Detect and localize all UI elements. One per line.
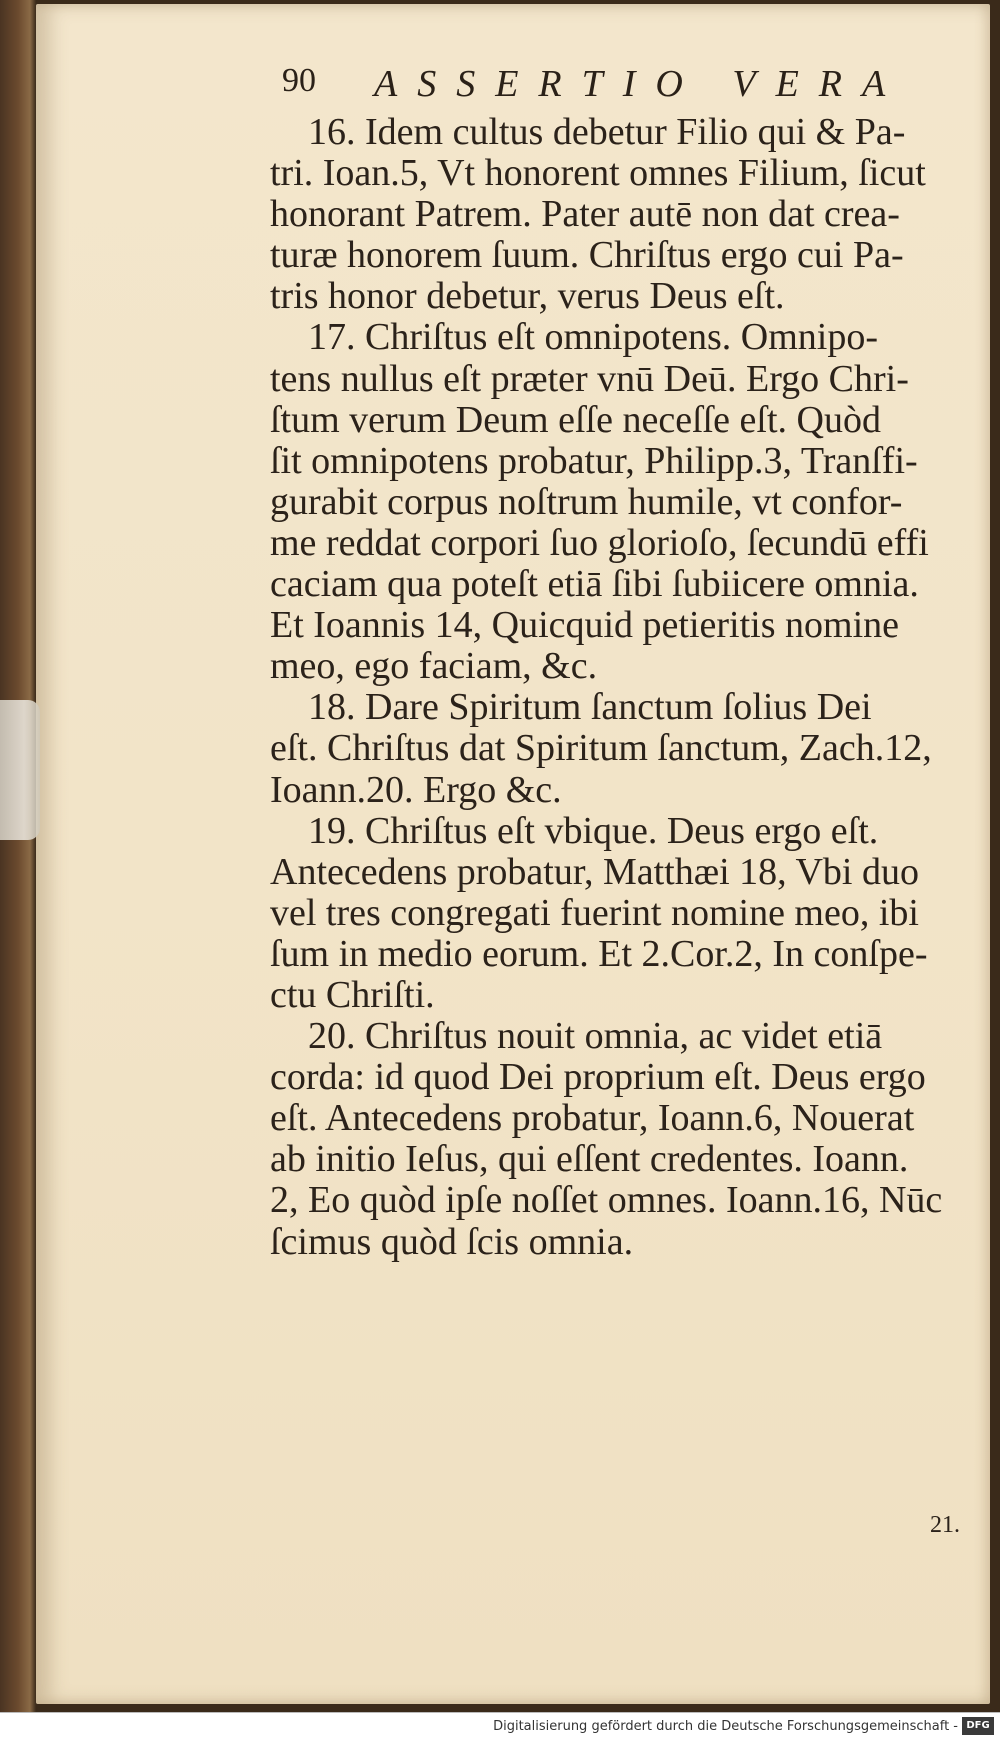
text-line: gurabit corpus noſtrum humile, vt confor-: [270, 480, 903, 523]
text-line: 20. Chriſtus nouit omnia, ac videt etiā: [270, 1015, 883, 1058]
text-line: Antecedens probatur, Matthæi 18, Vbi duo: [270, 850, 919, 893]
text-line: vel tres congregati fuerint nomine meo, ibi: [270, 891, 919, 934]
clip-tab: [0, 700, 40, 840]
text-line: caciam qua poteſt etiā ſibi ſubiicere omnia.: [270, 563, 919, 606]
text-line: ctu Chriſti.: [270, 973, 435, 1016]
text-line: turæ honorem ſuum. Chriſtus ergo cui Pa-: [270, 234, 904, 277]
funding-notice: Digitalisierung gefördert durch die Deutsche Forschungsgemeinschaft -: [493, 1719, 958, 1734]
text-line: ſtum verum Deum eſſe neceſſe eſt. Quòd: [270, 398, 881, 441]
text-line: 19. Chriſtus eſt vbique. Deus ergo eſt.: [270, 809, 879, 852]
footer-bar: [0, 1712, 1000, 1741]
text-line: tens nullus eſt præter vnū Deū. Ergo Chri-: [270, 357, 909, 400]
text-line: ab initio Ieſus, qui eſſent credentes. Ioann.: [270, 1138, 909, 1181]
text-line: 17. Chriſtus eſt omnipotens. Omnipo-: [270, 316, 878, 359]
text-line: Et Ioannis 14, Quicquid petieritis nomine: [270, 604, 900, 647]
text-line: corda: id quod Dei proprium eſt. Deus ergo: [270, 1056, 926, 1099]
text-line: ſit omnipotens probatur, Philipp.3, Tranſfi-: [270, 439, 918, 482]
catchword: 21.: [930, 1512, 960, 1538]
text-line: 2, Eo quòd ipſe noſſet omnes. Ioann.16, Nūc: [270, 1179, 943, 1222]
text-line: ſcimus quòd ſcis omnia.: [270, 1220, 634, 1263]
text-line: Ioann.20. Ergo &c.: [270, 768, 562, 811]
text-line: honorant Patrem. Pater autē non dat crea-: [270, 193, 900, 236]
page-number: 90: [282, 62, 316, 99]
text-line: eſt. Chriſtus dat Spiritum ſanctum, Zach.12,: [270, 727, 932, 770]
text-line: ſum in medio eorum. Et 2.Cor.2, In conſpe-: [270, 932, 928, 975]
page-header: [282, 62, 922, 112]
text-line: tri. Ioan.5, Vt honorent omnes Filium, ſicut: [270, 152, 926, 195]
text-line: 16. Idem cultus debetur Filio qui & Pa-: [270, 111, 906, 153]
text-line: me reddat corpori ſuo glorioſo, ſecundū effi: [270, 521, 929, 564]
body-text: [270, 112, 975, 1263]
dfg-logo: DFG: [962, 1717, 994, 1735]
running-head: ASSERTIO VERA: [374, 63, 906, 105]
text-line: meo, ego faciam, &c.: [270, 645, 598, 688]
text-line: eſt. Antecedens probatur, Ioann.6, Nouerat: [270, 1097, 915, 1140]
text-line: 18. Dare Spiritum ſanctum ſolius Dei: [270, 686, 872, 729]
text-line: tris honor debetur, verus Deus eſt.: [270, 275, 785, 318]
